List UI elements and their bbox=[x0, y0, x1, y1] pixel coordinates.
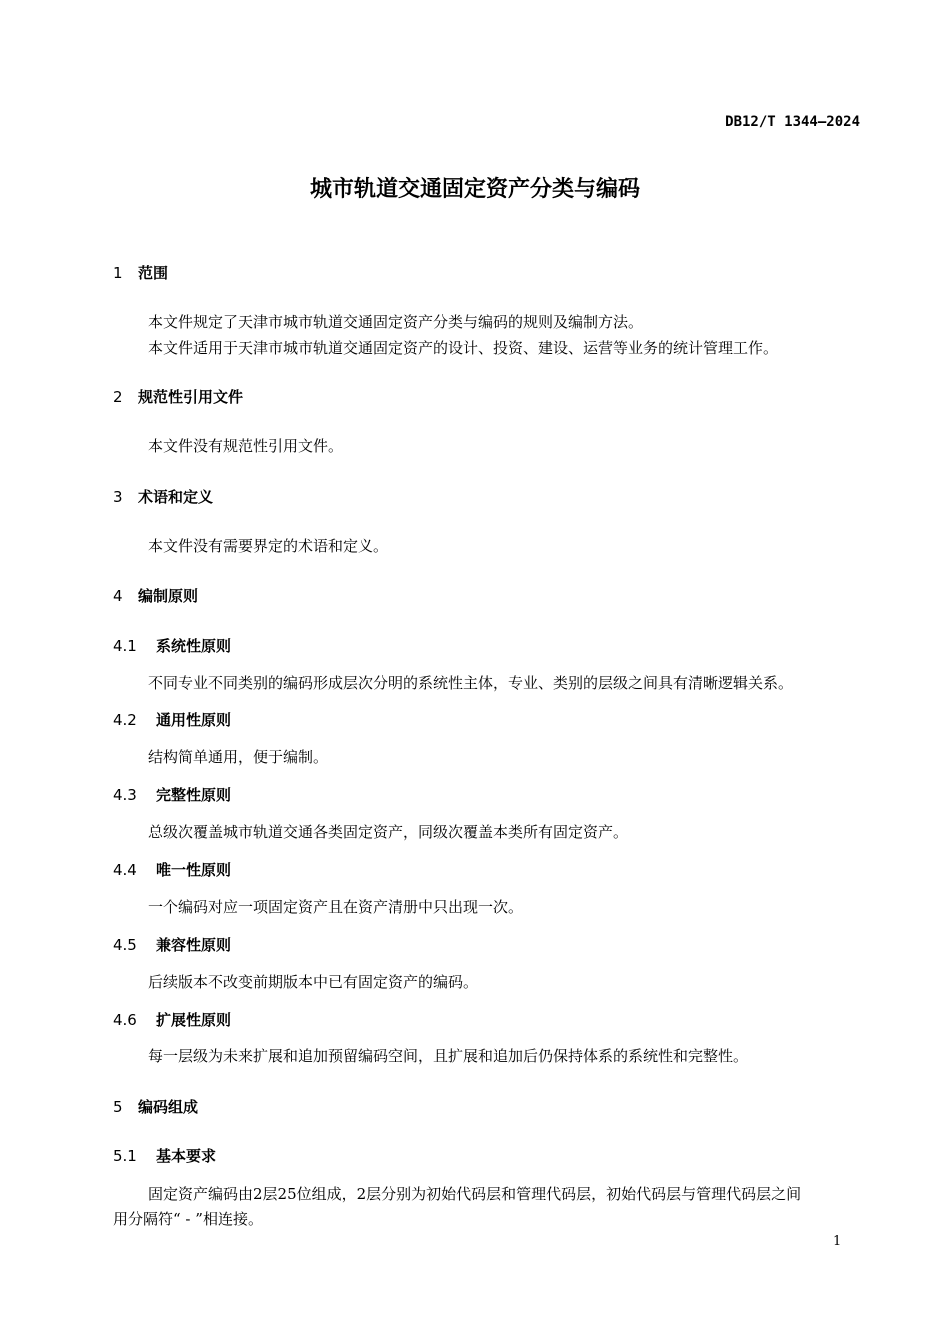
subsection-number: 4.1 bbox=[113, 637, 137, 655]
section-heading-4 bbox=[113, 585, 198, 606]
section-heading-1 bbox=[113, 262, 168, 283]
section-title: 编码组成 bbox=[138, 1098, 199, 1116]
paragraph-continuation: 用分隔符“ - ”相连接。 bbox=[113, 1210, 263, 1228]
paragraph: 本文件没有需要界定的术语和定义。 bbox=[148, 537, 389, 555]
section-title: 范围 bbox=[138, 264, 169, 282]
subsection-number: 4.3 bbox=[113, 786, 137, 804]
page-number: 1 bbox=[833, 1234, 842, 1249]
subsection-title: 兼容性原则 bbox=[156, 936, 232, 954]
subsection-title: 完整性原则 bbox=[156, 786, 232, 804]
section-number: 1 bbox=[113, 264, 123, 282]
section-heading-2 bbox=[113, 386, 243, 407]
paragraph: 固定资产编码由2层25位组成，2层分别为初始代码层和管理代码层，初始代码层与管理代码层之间 bbox=[148, 1185, 802, 1203]
subsection-title: 唯一性原则 bbox=[156, 861, 232, 879]
paragraph: 不同专业不同类别的编码形成层次分明的系统性主体，专业、类别的层级之间具有清晰逻辑关系。 bbox=[148, 674, 794, 692]
paragraph: 每一层级为未来扩展和追加预留编码空间，且扩展和追加后仍保持体系的系统性和完整性。 bbox=[148, 1047, 749, 1065]
subsection-heading-4-3 bbox=[113, 784, 231, 805]
standard-code: DB12/T 1344—2024 bbox=[725, 114, 860, 130]
subsection-number: 5.1 bbox=[113, 1147, 137, 1165]
subsection-heading-5-1 bbox=[113, 1145, 216, 1166]
paragraph: 一个编码对应一项固定资产且在资产清册中只出现一次。 bbox=[148, 898, 524, 916]
paragraph: 总级次覆盖城市轨道交通各类固定资产，同级次覆盖本类所有固定资产。 bbox=[148, 823, 629, 841]
subsection-title: 系统性原则 bbox=[156, 637, 232, 655]
subsection-title: 基本要求 bbox=[156, 1147, 217, 1165]
subsection-heading-4-1 bbox=[113, 635, 231, 656]
subsection-number: 4.2 bbox=[113, 711, 137, 729]
section-number: 2 bbox=[113, 388, 123, 406]
subsection-title: 通用性原则 bbox=[156, 711, 232, 729]
subsection-heading-4-5 bbox=[113, 934, 231, 955]
section-number: 4 bbox=[113, 587, 123, 605]
subsection-number: 4.6 bbox=[113, 1011, 137, 1029]
paragraph: 结构简单通用，便于编制。 bbox=[148, 748, 329, 766]
section-number: 5 bbox=[113, 1098, 123, 1116]
document-title: 城市轨道交通固定资产分类与编码 bbox=[309, 177, 640, 202]
section-title: 规范性引用文件 bbox=[138, 388, 244, 406]
subsection-number: 4.4 bbox=[113, 861, 137, 879]
section-heading-5 bbox=[113, 1096, 198, 1117]
subsection-heading-4-4 bbox=[113, 859, 231, 880]
paragraph: 本文件没有规范性引用文件。 bbox=[148, 437, 344, 455]
paragraph: 本文件适用于天津市城市轨道交通固定资产的设计、投资、建设、运营等业务的统计管理工作。 bbox=[148, 339, 779, 357]
subsection-heading-4-2 bbox=[113, 709, 231, 730]
subsection-number: 4.5 bbox=[113, 936, 137, 954]
subsection-title: 扩展性原则 bbox=[156, 1011, 232, 1029]
paragraph: 后续版本不改变前期版本中已有固定资产的编码。 bbox=[148, 973, 479, 991]
section-title: 编制原则 bbox=[138, 587, 199, 605]
section-title: 术语和定义 bbox=[138, 488, 214, 506]
subsection-heading-4-6 bbox=[113, 1009, 231, 1030]
section-heading-3 bbox=[113, 486, 213, 507]
section-number: 3 bbox=[113, 488, 123, 506]
paragraph: 本文件规定了天津市城市轨道交通固定资产分类与编码的规则及编制方法。 bbox=[148, 313, 644, 331]
